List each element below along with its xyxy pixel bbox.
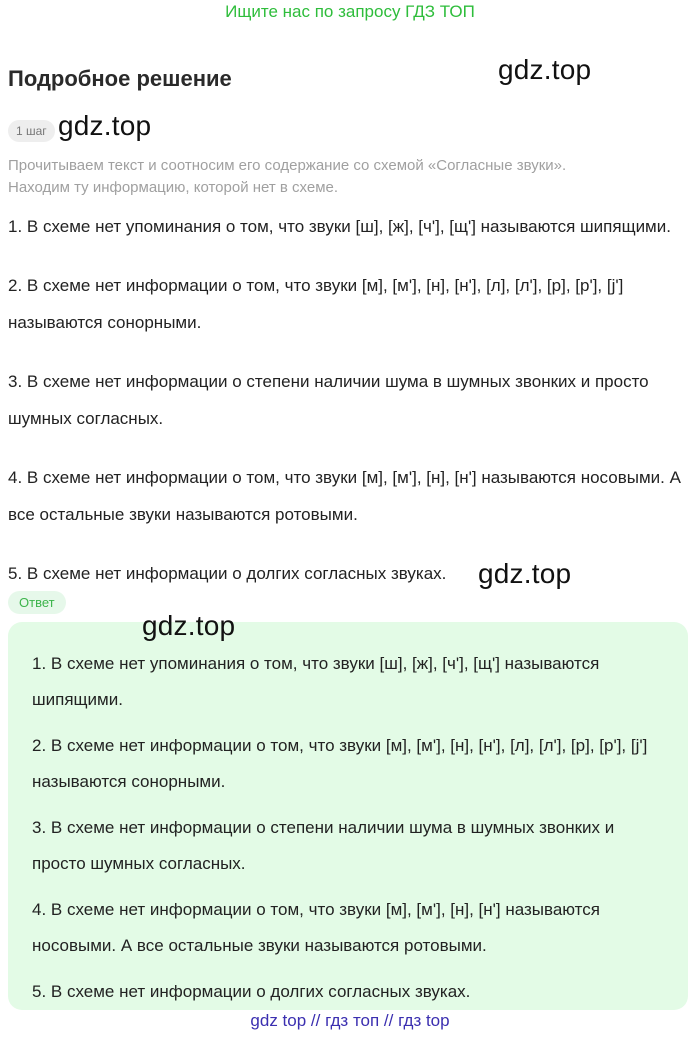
answer-badge: Ответ: [8, 591, 66, 614]
footer-links: gdz top // гдз топ // гдз top: [250, 1011, 450, 1030]
answer-item: 4. В схеме нет информации о том, что звуки [м], [м'], [н], [н'] называются носовыми. А все остальные звуки называются ротовыми.: [32, 900, 600, 955]
step-badge: 1 шаг: [8, 120, 55, 142]
answer-item: 3. В схеме нет информации о степени наличии шума в шумных звонких и просто шумных согласных.: [32, 818, 615, 873]
solution-list: [8, 208, 688, 614]
solution-item: 5. В схеме нет информации о долгих согласных звуках.: [8, 564, 447, 583]
watermark: gdz.top: [142, 610, 236, 641]
solution-item: 1. В схеме нет упоминания о том, что звуки [ш], [ж], [ч'], [щ'] называются шипящими.: [8, 217, 671, 236]
watermark: gdz.top: [58, 110, 152, 141]
answer-box: [8, 622, 688, 1010]
solution-item: 3. В схеме нет информации о степени наличии шума в шумных звонких и просто шумных согласных.: [8, 372, 649, 428]
intro-line: Прочитываем текст и соотносим его содержание со схемой «Согласные звуки».: [8, 157, 567, 174]
answer-item: 5. В схеме нет информации о долгих согласных звуках.: [32, 982, 471, 1001]
solution-item: 2. В схеме нет информации о том, что звуки [м], [м'], [н], [н'], [л], [л'], [р], [р'], [j'] называются сонорными.: [8, 276, 624, 332]
search-banner: Ищите нас по запросу ГДЗ ТОП: [225, 2, 475, 21]
solution-item: 4. В схеме нет информации о том, что звуки [м], [м'], [н], [н'] называются носовыми. А все остальные звуки называются ротовыми.: [8, 468, 681, 524]
answer-item: 1. В схеме нет упоминания о том, что звуки [ш], [ж], [ч'], [щ'] называются шипящими.: [32, 654, 600, 709]
intro-text: [8, 155, 688, 199]
page-title: Подробное решение: [8, 66, 232, 91]
watermark: gdz.top: [478, 558, 572, 589]
answer-item: 2. В схеме нет информации о том, что звуки [м], [м'], [н], [н'], [л], [л'], [р], [р'], [j'] называются сонорными.: [32, 736, 648, 791]
watermark: gdz.top: [498, 54, 592, 85]
intro-line: Находим ту информацию, которой нет в схеме.: [8, 179, 339, 196]
